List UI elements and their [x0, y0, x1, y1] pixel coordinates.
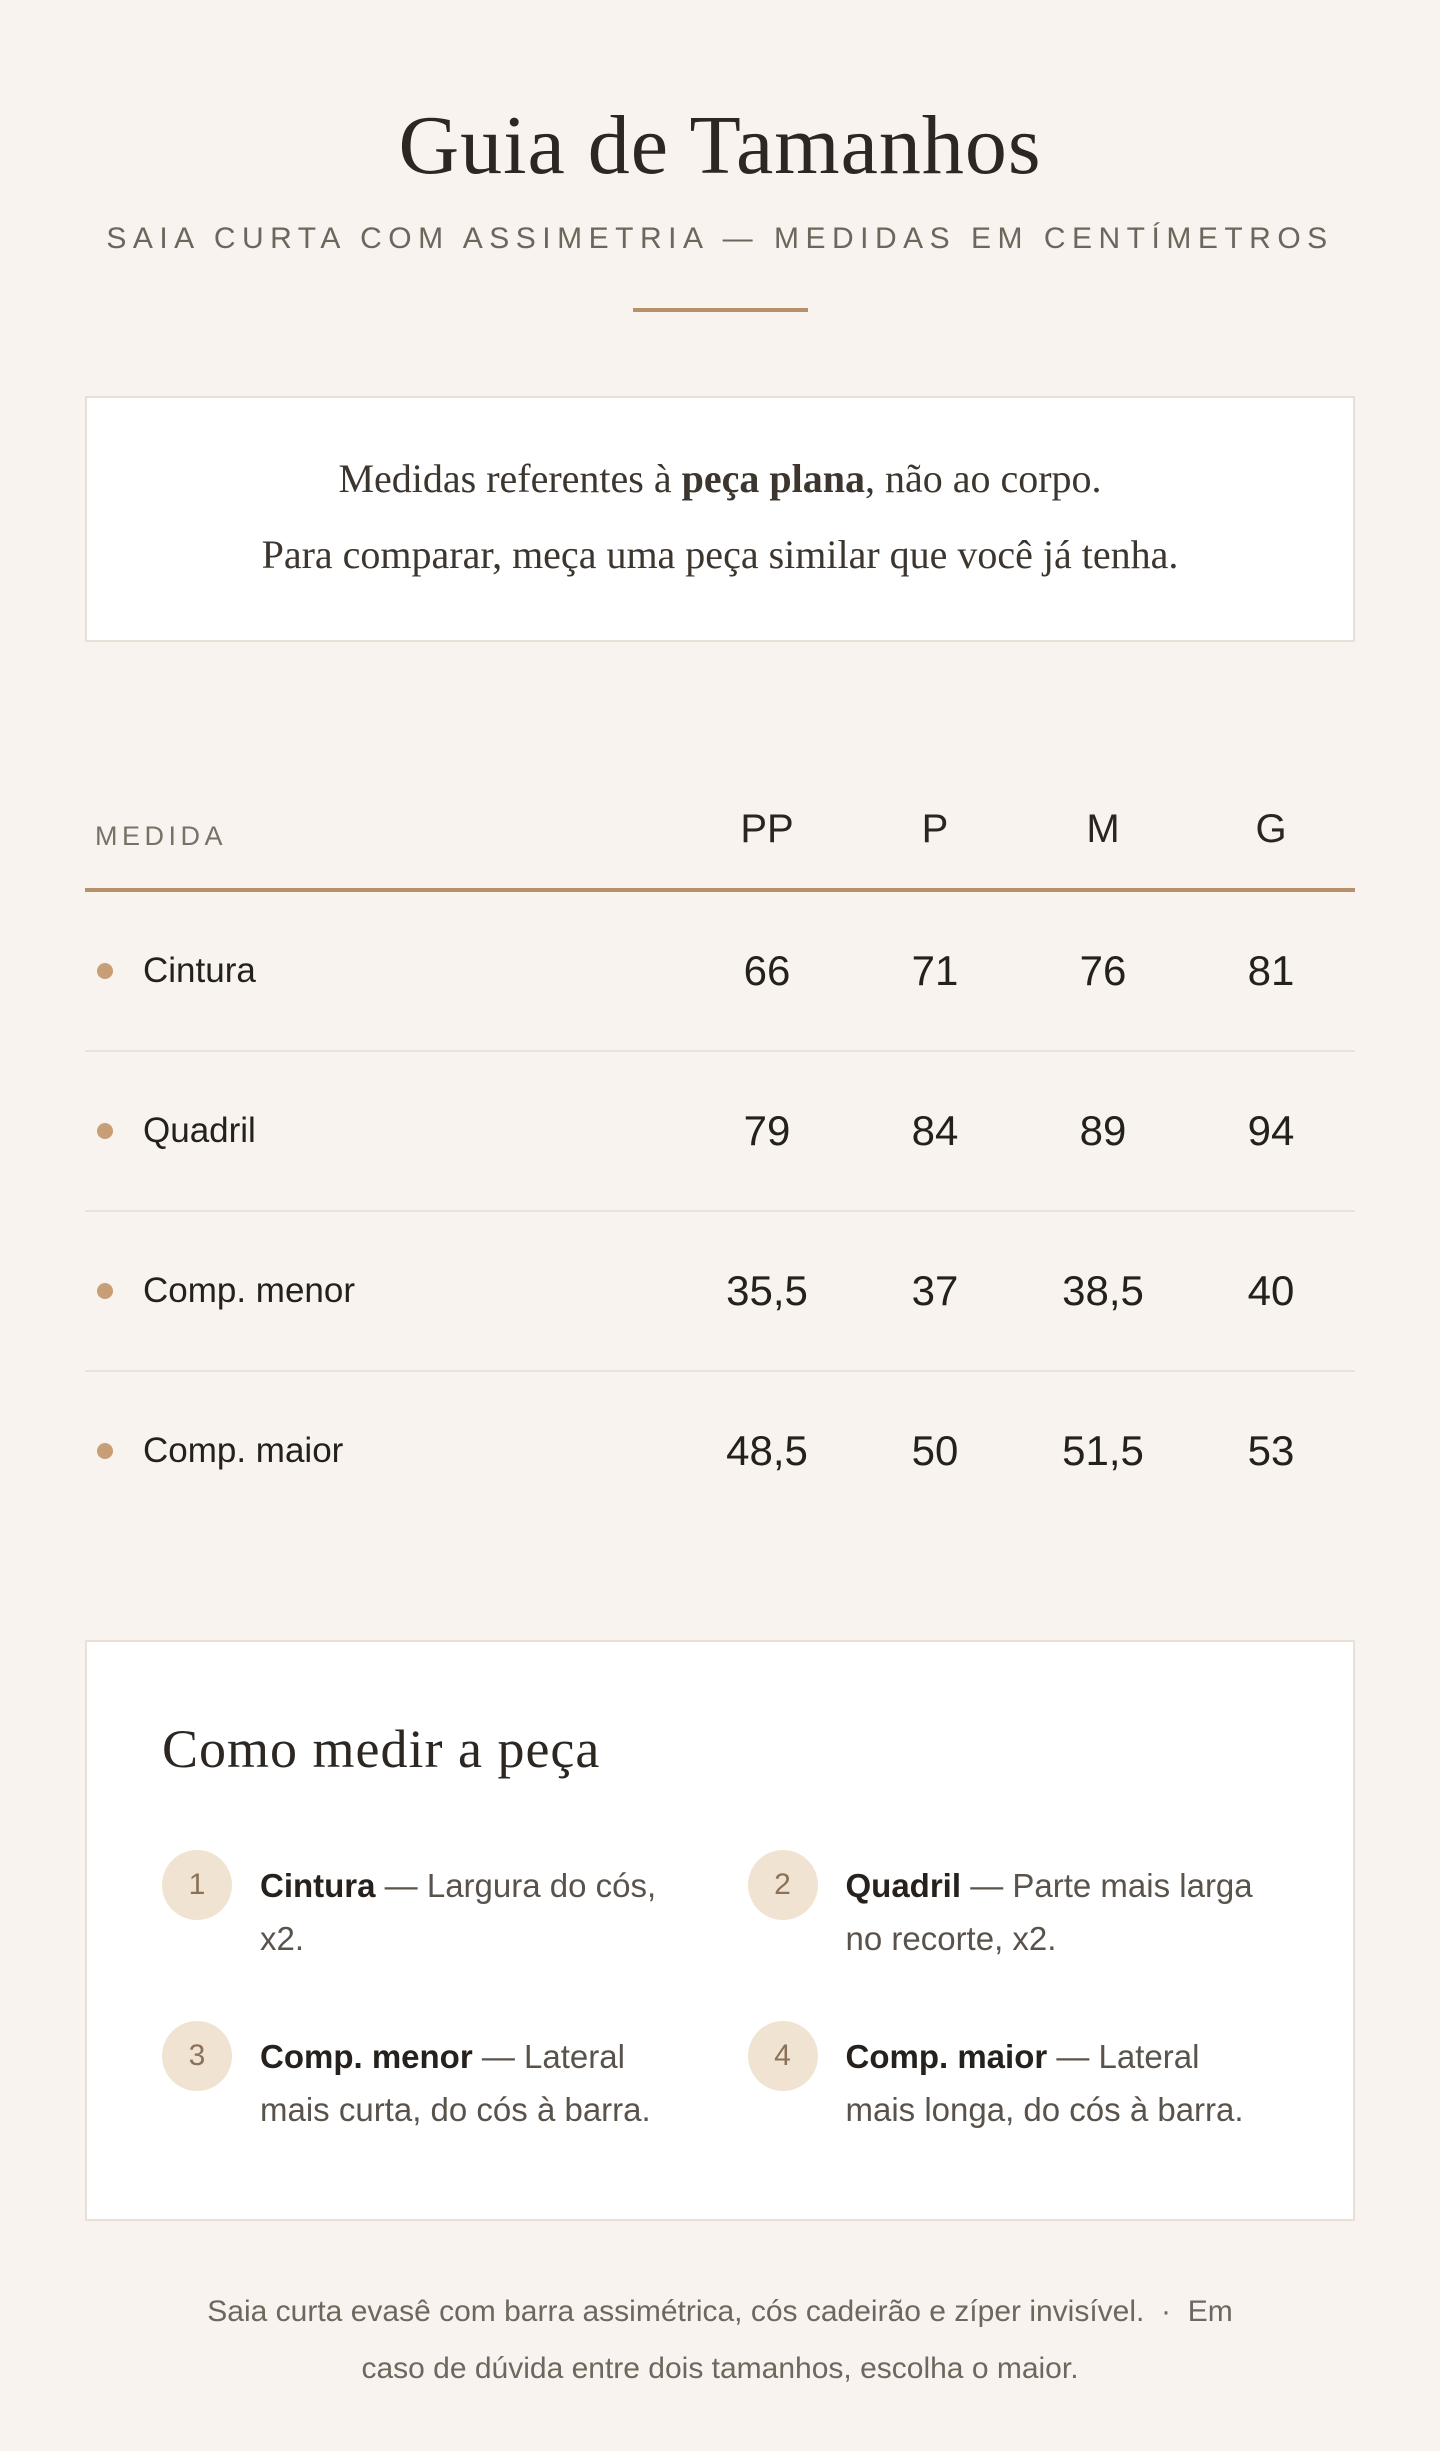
- note-line-2: Para comparar, meça uma peça similar que você já tenha.: [261, 532, 1179, 578]
- cell-value: 38,5: [1062, 1267, 1144, 1315]
- cell-value: 40: [1247, 1267, 1295, 1315]
- step-item-comp-maior: [748, 2021, 1279, 2137]
- step-desc: — Lateral mais longa, do cós à barra.: [845, 2037, 1244, 2128]
- cell-value: 89: [1079, 1107, 1127, 1155]
- table-row-quadril: [85, 1052, 1355, 1212]
- cell-value: 66: [743, 947, 791, 995]
- note-line-1-prefix: Medidas referentes à: [338, 456, 682, 502]
- step-term: Comp. maior: [845, 2037, 1048, 2075]
- row-label: Comp. menor: [143, 1271, 356, 1311]
- row-label: Cintura: [143, 951, 256, 991]
- flat-measure-note-box: [85, 396, 1355, 642]
- row-label: Comp. maior: [143, 1431, 344, 1471]
- step-number-badge: 2: [748, 1850, 818, 1920]
- step-number-badge: 1: [162, 1850, 232, 1920]
- step-text: [846, 1850, 1279, 1966]
- note-line-1: [127, 454, 1313, 504]
- cell-value: 71: [911, 947, 959, 995]
- step-desc: — Parte mais larga no recorte, x2.: [845, 1867, 1253, 1958]
- how-to-measure-box: [85, 1640, 1355, 2220]
- step-term: Quadril: [845, 1867, 962, 1905]
- column-header-pp: PP: [740, 807, 794, 852]
- row-label-cell: [85, 1271, 683, 1311]
- step-term: Cintura: [260, 1867, 376, 1905]
- table-row-comp-menor: [85, 1212, 1355, 1372]
- step-number-badge: 4: [748, 2021, 818, 2091]
- table-header-row: [85, 807, 1355, 892]
- bullet-icon: [97, 963, 113, 979]
- note-line-1-suffix: , não ao corpo.: [864, 456, 1102, 502]
- footer-line-1: Saia curta evasê com barra assimétrica, cós cadeirão e zíper invisível. · Em: [207, 2294, 1233, 2328]
- footer-line-2: caso de dúvida entre dois tamanhos, escolha o maior.: [361, 2351, 1079, 2385]
- how-to-measure-title: Como medir a peça: [162, 1719, 601, 1780]
- cell-value: 76: [1079, 947, 1127, 995]
- bullet-icon: [97, 1123, 113, 1139]
- cell-value: 50: [911, 1427, 959, 1475]
- cell-value: 94: [1247, 1107, 1295, 1155]
- step-item-cintura: [162, 1850, 693, 1966]
- row-label-cell: [85, 1431, 683, 1471]
- row-label-cell: [85, 1111, 683, 1151]
- step-desc: — Lateral mais curta, do cós à barra.: [260, 2037, 651, 2128]
- step-item-quadril: [748, 1850, 1279, 1966]
- step-number-badge: 3: [162, 2021, 232, 2091]
- step-text: [846, 2021, 1279, 2137]
- step-text: [260, 2021, 693, 2137]
- cell-value: 84: [911, 1107, 959, 1155]
- page-subtitle: SAIA CURTA COM ASSIMETRIA — MEDIDAS EM CENTÍMETROS: [106, 222, 1334, 256]
- step-desc: — Largura do cós, x2.: [260, 1867, 657, 1958]
- table-row-comp-maior: [85, 1372, 1355, 1530]
- cell-value: 51,5: [1062, 1427, 1144, 1475]
- cell-value: 81: [1247, 947, 1295, 995]
- cell-value: 35,5: [726, 1267, 808, 1315]
- step-item-comp-menor: [162, 2021, 693, 2137]
- column-header-m: M: [1086, 807, 1120, 852]
- column-header-p: P: [921, 807, 949, 852]
- bullet-icon: [97, 1283, 113, 1299]
- note-line-1-bold: peça plana: [681, 456, 865, 502]
- row-label-cell: [85, 951, 683, 991]
- footer-note: [85, 2283, 1355, 2397]
- gold-divider: [633, 308, 808, 312]
- cell-value: 79: [743, 1107, 791, 1155]
- column-header-medida: MEDIDA: [95, 821, 228, 852]
- table-row-cintura: [85, 892, 1355, 1052]
- row-label: Quadril: [143, 1111, 256, 1151]
- bullet-icon: [97, 1443, 113, 1459]
- cell-value: 53: [1247, 1427, 1295, 1475]
- cell-value: 37: [911, 1267, 959, 1315]
- step-term: Comp. menor: [260, 2037, 473, 2075]
- page-title: Guia de Tamanhos: [398, 99, 1042, 192]
- step-text: [260, 1850, 693, 1966]
- column-header-g: G: [1255, 807, 1287, 852]
- measurement-table: [85, 807, 1355, 1530]
- cell-value: 48,5: [726, 1427, 808, 1475]
- how-to-steps-grid: [162, 1850, 1278, 2136]
